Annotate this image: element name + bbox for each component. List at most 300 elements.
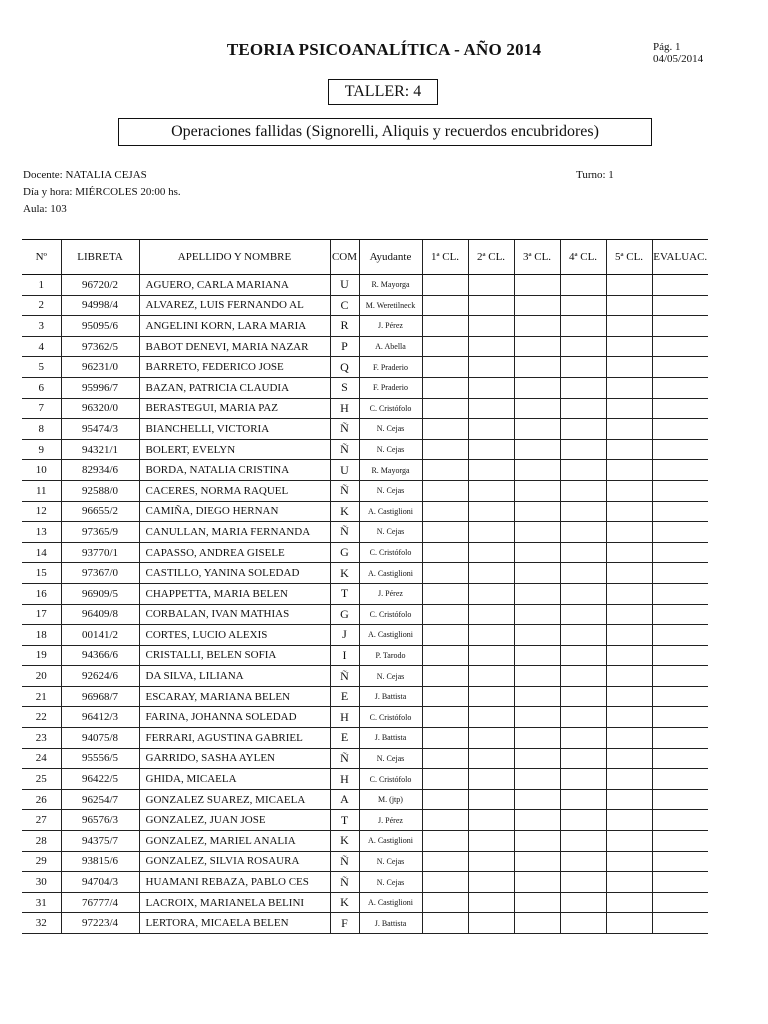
row-libreta: 96576/3 [61, 810, 139, 831]
row-ayudante: F. Praderio [359, 377, 422, 398]
row-libreta: 94075/8 [61, 728, 139, 749]
attendance-cell [468, 460, 514, 481]
row-nombre: LERTORA, MICAELA BELEN [139, 913, 330, 934]
row-nombre: BABOT DENEVI, MARIA NAZAR [139, 336, 330, 357]
row-com: T [330, 810, 359, 831]
row-numero: 27 [22, 810, 61, 831]
row-ayudante: N. Cejas [359, 522, 422, 543]
attendance-cell [606, 501, 652, 522]
row-libreta: 00141/2 [61, 625, 139, 646]
row-ayudante: C. Cristófolo [359, 769, 422, 790]
evaluation-cell [652, 851, 708, 872]
row-ayudante: N. Cejas [359, 748, 422, 769]
attendance-cell [560, 501, 606, 522]
attendance-cell [514, 748, 560, 769]
evaluation-cell [652, 419, 708, 440]
table-row [22, 913, 708, 934]
attendance-cell [606, 398, 652, 419]
attendance-cell [606, 604, 652, 625]
attendance-cell [606, 913, 652, 934]
attendance-cell [606, 480, 652, 501]
attendance-cell [422, 789, 468, 810]
row-ayudante: C. Cristófolo [359, 604, 422, 625]
attendance-cell [560, 666, 606, 687]
attendance-cell [560, 872, 606, 893]
attendance-cell [606, 851, 652, 872]
row-libreta: 95095/6 [61, 316, 139, 337]
row-libreta: 94321/1 [61, 439, 139, 460]
attendance-cell [514, 563, 560, 584]
row-com: E [330, 686, 359, 707]
table-row [22, 604, 708, 625]
attendance-cell [606, 439, 652, 460]
attendance-cell [514, 542, 560, 563]
attendance-cell [606, 707, 652, 728]
attendance-cell [422, 398, 468, 419]
table-header-row [22, 240, 708, 275]
row-nombre: ANGELINI KORN, LARA MARIA [139, 316, 330, 337]
attendance-cell [606, 892, 652, 913]
evaluation-cell [652, 913, 708, 934]
evaluation-cell [652, 460, 708, 481]
table-row [22, 316, 708, 337]
row-com: J [330, 625, 359, 646]
attendance-cell [514, 398, 560, 419]
table-row [22, 728, 708, 749]
row-ayudante: J. Pérez [359, 316, 422, 337]
attendance-cell [514, 851, 560, 872]
attendance-cell [514, 707, 560, 728]
row-numero: 1 [22, 275, 61, 296]
attendance-cell [606, 563, 652, 584]
table-row [22, 357, 708, 378]
attendance-cell [468, 872, 514, 893]
row-ayudante: N. Cejas [359, 480, 422, 501]
row-libreta: 95474/3 [61, 419, 139, 440]
row-numero: 19 [22, 645, 61, 666]
attendance-cell [514, 419, 560, 440]
attendance-cell [560, 460, 606, 481]
attendance-cell [514, 625, 560, 646]
attendance-cell [422, 357, 468, 378]
attendance-cell [560, 439, 606, 460]
attendance-cell [514, 439, 560, 460]
row-numero: 16 [22, 583, 61, 604]
attendance-cell [606, 831, 652, 852]
row-numero: 9 [22, 439, 61, 460]
attendance-cell [468, 398, 514, 419]
table-row [22, 789, 708, 810]
row-ayudante: A. Castiglioni [359, 501, 422, 522]
evaluation-cell [652, 769, 708, 790]
row-nombre: AGUERO, CARLA MARIANA [139, 275, 330, 296]
table-row [22, 625, 708, 646]
attendance-cell [422, 645, 468, 666]
row-ayudante: A. Castiglioni [359, 625, 422, 646]
row-ayudante: N. Cejas [359, 851, 422, 872]
row-libreta: 96231/0 [61, 357, 139, 378]
row-nombre: GONZALEZ, SILVIA ROSAURA [139, 851, 330, 872]
row-nombre: GARRIDO, SASHA AYLEN [139, 748, 330, 769]
attendance-cell [560, 604, 606, 625]
turno-info: Turno: 1 [576, 169, 614, 181]
row-com: P [330, 336, 359, 357]
evaluation-cell [652, 439, 708, 460]
attendance-cell [422, 810, 468, 831]
attendance-cell [560, 295, 606, 316]
table-row [22, 336, 708, 357]
table-row [22, 563, 708, 584]
attendance-cell [422, 419, 468, 440]
table-row [22, 831, 708, 852]
table-row [22, 769, 708, 790]
attendance-cell [422, 563, 468, 584]
row-libreta: 94366/6 [61, 645, 139, 666]
attendance-cell [606, 275, 652, 296]
row-ayudante: A. Castiglioni [359, 892, 422, 913]
attendance-cell [422, 851, 468, 872]
print-date: 04/05/2014 [653, 53, 704, 65]
row-ayudante: J. Battista [359, 686, 422, 707]
attendance-cell [560, 892, 606, 913]
attendance-cell [422, 501, 468, 522]
attendance-cell [468, 728, 514, 749]
col-header-nombre: APELLIDO Y NOMBRE [139, 240, 330, 275]
row-nombre: CACERES, NORMA RAQUEL [139, 480, 330, 501]
attendance-cell [468, 789, 514, 810]
table-row [22, 892, 708, 913]
attendance-cell [468, 645, 514, 666]
row-numero: 11 [22, 480, 61, 501]
attendance-cell [514, 604, 560, 625]
attendance-cell [422, 460, 468, 481]
row-numero: 5 [22, 357, 61, 378]
evaluation-cell [652, 480, 708, 501]
attendance-cell [606, 789, 652, 810]
attendance-cell [560, 398, 606, 419]
row-ayudante: J. Pérez [359, 583, 422, 604]
attendance-cell [606, 542, 652, 563]
row-libreta: 97367/0 [61, 563, 139, 584]
row-nombre: LACROIX, MARIANELA BELINI [139, 892, 330, 913]
attendance-cell [560, 480, 606, 501]
row-com: Ñ [330, 480, 359, 501]
attendance-cell [514, 460, 560, 481]
attendance-cell [422, 336, 468, 357]
attendance-cell [514, 892, 560, 913]
row-nombre: HUAMANI REBAZA, PABLO CES [139, 872, 330, 893]
evaluation-cell [652, 316, 708, 337]
attendance-cell [468, 439, 514, 460]
attendance-cell [560, 377, 606, 398]
table-row [22, 810, 708, 831]
row-numero: 24 [22, 748, 61, 769]
attendance-cell [422, 666, 468, 687]
row-libreta: 96409/8 [61, 604, 139, 625]
evaluation-cell [652, 666, 708, 687]
col-header-com: COM [330, 240, 359, 275]
attendance-cell [514, 913, 560, 934]
attendance-cell [606, 316, 652, 337]
row-libreta: 92588/0 [61, 480, 139, 501]
table-row [22, 666, 708, 687]
attendance-cell [514, 377, 560, 398]
row-ayudante: P. Tarodo [359, 645, 422, 666]
row-numero: 3 [22, 316, 61, 337]
row-libreta: 93770/1 [61, 542, 139, 563]
row-com: Ñ [330, 522, 359, 543]
col-header-clase-4: 4ª CL. [560, 240, 606, 275]
attendance-cell [606, 769, 652, 790]
row-numero: 32 [22, 913, 61, 934]
row-com: Ñ [330, 666, 359, 687]
page-number: Pág. 1 [653, 41, 681, 53]
table-row [22, 295, 708, 316]
row-numero: 28 [22, 831, 61, 852]
student-roster-table [22, 239, 708, 934]
row-libreta: 95556/5 [61, 748, 139, 769]
row-nombre: FERRARI, AGUSTINA GABRIEL [139, 728, 330, 749]
evaluation-cell [652, 831, 708, 852]
dia-hora-info: Día y hora: MIÉRCOLES 20:00 hs. [23, 186, 181, 198]
row-libreta: 76777/4 [61, 892, 139, 913]
row-libreta: 97362/5 [61, 336, 139, 357]
col-header-ayudante: Ayudante [359, 240, 422, 275]
attendance-cell [514, 769, 560, 790]
attendance-cell [514, 583, 560, 604]
evaluation-cell [652, 357, 708, 378]
attendance-cell [560, 542, 606, 563]
row-nombre: GONZALEZ SUAREZ, MICAELA [139, 789, 330, 810]
row-nombre: BIANCHELLI, VICTORIA [139, 419, 330, 440]
attendance-cell [606, 625, 652, 646]
row-ayudante: N. Cejas [359, 419, 422, 440]
row-ayudante: M. Weretilneck [359, 295, 422, 316]
attendance-cell [606, 419, 652, 440]
row-com: G [330, 604, 359, 625]
attendance-cell [468, 892, 514, 913]
attendance-cell [606, 728, 652, 749]
evaluation-cell [652, 872, 708, 893]
attendance-cell [422, 377, 468, 398]
evaluation-cell [652, 748, 708, 769]
attendance-cell [468, 501, 514, 522]
evaluation-cell [652, 707, 708, 728]
attendance-cell [606, 666, 652, 687]
row-nombre: GHIDA, MICAELA [139, 769, 330, 790]
row-ayudante: C. Cristófolo [359, 542, 422, 563]
row-libreta: 97365/9 [61, 522, 139, 543]
row-libreta: 93815/6 [61, 851, 139, 872]
attendance-cell [468, 625, 514, 646]
attendance-cell [514, 728, 560, 749]
row-nombre: ALVAREZ, LUIS FERNANDO AL [139, 295, 330, 316]
row-ayudante: A. Castiglioni [359, 563, 422, 584]
row-nombre: BARRETO, FEDERICO JOSE [139, 357, 330, 378]
attendance-cell [606, 377, 652, 398]
row-com: G [330, 542, 359, 563]
evaluation-cell [652, 625, 708, 646]
attendance-cell [468, 377, 514, 398]
row-libreta: 94704/3 [61, 872, 139, 893]
evaluation-cell [652, 645, 708, 666]
row-com: Ñ [330, 872, 359, 893]
attendance-cell [606, 645, 652, 666]
row-ayudante: C. Cristófolo [359, 398, 422, 419]
row-ayudante: R. Mayorga [359, 275, 422, 296]
table-row [22, 460, 708, 481]
attendance-cell [560, 851, 606, 872]
col-header-clase-2: 2ª CL. [468, 240, 514, 275]
table-row [22, 377, 708, 398]
attendance-cell [606, 357, 652, 378]
row-com: Ñ [330, 439, 359, 460]
row-numero: 18 [22, 625, 61, 646]
attendance-cell [422, 707, 468, 728]
attendance-cell [468, 913, 514, 934]
attendance-cell [514, 686, 560, 707]
attendance-cell [606, 336, 652, 357]
aula-info: Aula: 103 [23, 203, 67, 215]
attendance-cell [422, 728, 468, 749]
row-numero: 29 [22, 851, 61, 872]
row-nombre: BOLERT, EVELYN [139, 439, 330, 460]
row-com: I [330, 645, 359, 666]
row-ayudante: C. Cristófolo [359, 707, 422, 728]
attendance-cell [514, 295, 560, 316]
attendance-cell [468, 357, 514, 378]
row-nombre: BERASTEGUI, MARIA PAZ [139, 398, 330, 419]
attendance-cell [468, 542, 514, 563]
col-header-clase-3: 3ª CL. [514, 240, 560, 275]
table-row [22, 522, 708, 543]
attendance-cell [560, 583, 606, 604]
attendance-cell [514, 522, 560, 543]
row-com: T [330, 583, 359, 604]
attendance-cell [422, 542, 468, 563]
evaluation-cell [652, 522, 708, 543]
row-nombre: CANULLAN, MARIA FERNANDA [139, 522, 330, 543]
attendance-cell [468, 522, 514, 543]
row-com: Q [330, 357, 359, 378]
row-com: Ñ [330, 748, 359, 769]
row-com: Ñ [330, 419, 359, 440]
row-numero: 20 [22, 666, 61, 687]
attendance-cell [514, 501, 560, 522]
row-com: C [330, 295, 359, 316]
page-title: TEORIA PSICOANALÍTICA - AÑO 2014 [226, 40, 542, 59]
col-header-libreta: LIBRETA [61, 240, 139, 275]
row-nombre: CORTES, LUCIO ALEXIS [139, 625, 330, 646]
table-row [22, 748, 708, 769]
row-numero: 4 [22, 336, 61, 357]
attendance-cell [514, 810, 560, 831]
row-numero: 31 [22, 892, 61, 913]
attendance-cell [560, 707, 606, 728]
row-libreta: 96909/5 [61, 583, 139, 604]
col-header-evaluacion: EVALUAC. [652, 240, 708, 275]
attendance-cell [606, 295, 652, 316]
attendance-cell [422, 583, 468, 604]
row-ayudante: N. Cejas [359, 439, 422, 460]
attendance-cell [468, 666, 514, 687]
row-nombre: CORBALAN, IVAN MATHIAS [139, 604, 330, 625]
row-nombre: GONZALEZ, JUAN JOSE [139, 810, 330, 831]
attendance-cell [468, 769, 514, 790]
row-ayudante: N. Cejas [359, 666, 422, 687]
table-row [22, 851, 708, 872]
row-com: Ñ [330, 851, 359, 872]
attendance-cell [606, 748, 652, 769]
row-libreta: 96655/2 [61, 501, 139, 522]
row-nombre: DA SILVA, LILIANA [139, 666, 330, 687]
attendance-cell [560, 563, 606, 584]
row-com: F [330, 913, 359, 934]
row-nombre: CHAPPETTA, MARIA BELEN [139, 583, 330, 604]
attendance-cell [422, 913, 468, 934]
row-nombre: GONZALEZ, MARIEL ANALIA [139, 831, 330, 852]
evaluation-cell [652, 789, 708, 810]
row-libreta: 96968/7 [61, 686, 139, 707]
row-com: H [330, 769, 359, 790]
row-ayudante: A. Abella [359, 336, 422, 357]
table-row [22, 872, 708, 893]
attendance-cell [468, 316, 514, 337]
evaluation-cell [652, 604, 708, 625]
attendance-cell [560, 686, 606, 707]
evaluation-cell [652, 892, 708, 913]
row-numero: 26 [22, 789, 61, 810]
attendance-cell [560, 789, 606, 810]
attendance-cell [606, 872, 652, 893]
evaluation-cell [652, 563, 708, 584]
row-libreta: 97223/4 [61, 913, 139, 934]
row-libreta: 96422/5 [61, 769, 139, 790]
table-row [22, 275, 708, 296]
attendance-cell [422, 522, 468, 543]
row-ayudante: F. Praderio [359, 357, 422, 378]
row-libreta: 96320/0 [61, 398, 139, 419]
row-nombre: FARINA, JOHANNA SOLEDAD [139, 707, 330, 728]
row-libreta: 82934/6 [61, 460, 139, 481]
row-numero: 13 [22, 522, 61, 543]
row-numero: 15 [22, 563, 61, 584]
row-com: U [330, 275, 359, 296]
attendance-cell [468, 831, 514, 852]
evaluation-cell [652, 686, 708, 707]
attendance-cell [468, 419, 514, 440]
row-ayudante: J. Pérez [359, 810, 422, 831]
attendance-cell [514, 666, 560, 687]
attendance-cell [468, 480, 514, 501]
attendance-cell [468, 604, 514, 625]
evaluation-cell [652, 542, 708, 563]
attendance-cell [468, 707, 514, 728]
table-row [22, 686, 708, 707]
evaluation-cell [652, 728, 708, 749]
row-numero: 7 [22, 398, 61, 419]
row-numero: 21 [22, 686, 61, 707]
attendance-cell [514, 480, 560, 501]
attendance-cell [422, 480, 468, 501]
row-libreta: 94998/4 [61, 295, 139, 316]
row-com: R [330, 316, 359, 337]
col-header-clase-5: 5ª CL. [606, 240, 652, 275]
row-nombre: BORDA, NATALIA CRISTINA [139, 460, 330, 481]
attendance-cell [468, 748, 514, 769]
col-header-numero: Nº [22, 240, 61, 275]
attendance-cell [606, 460, 652, 481]
